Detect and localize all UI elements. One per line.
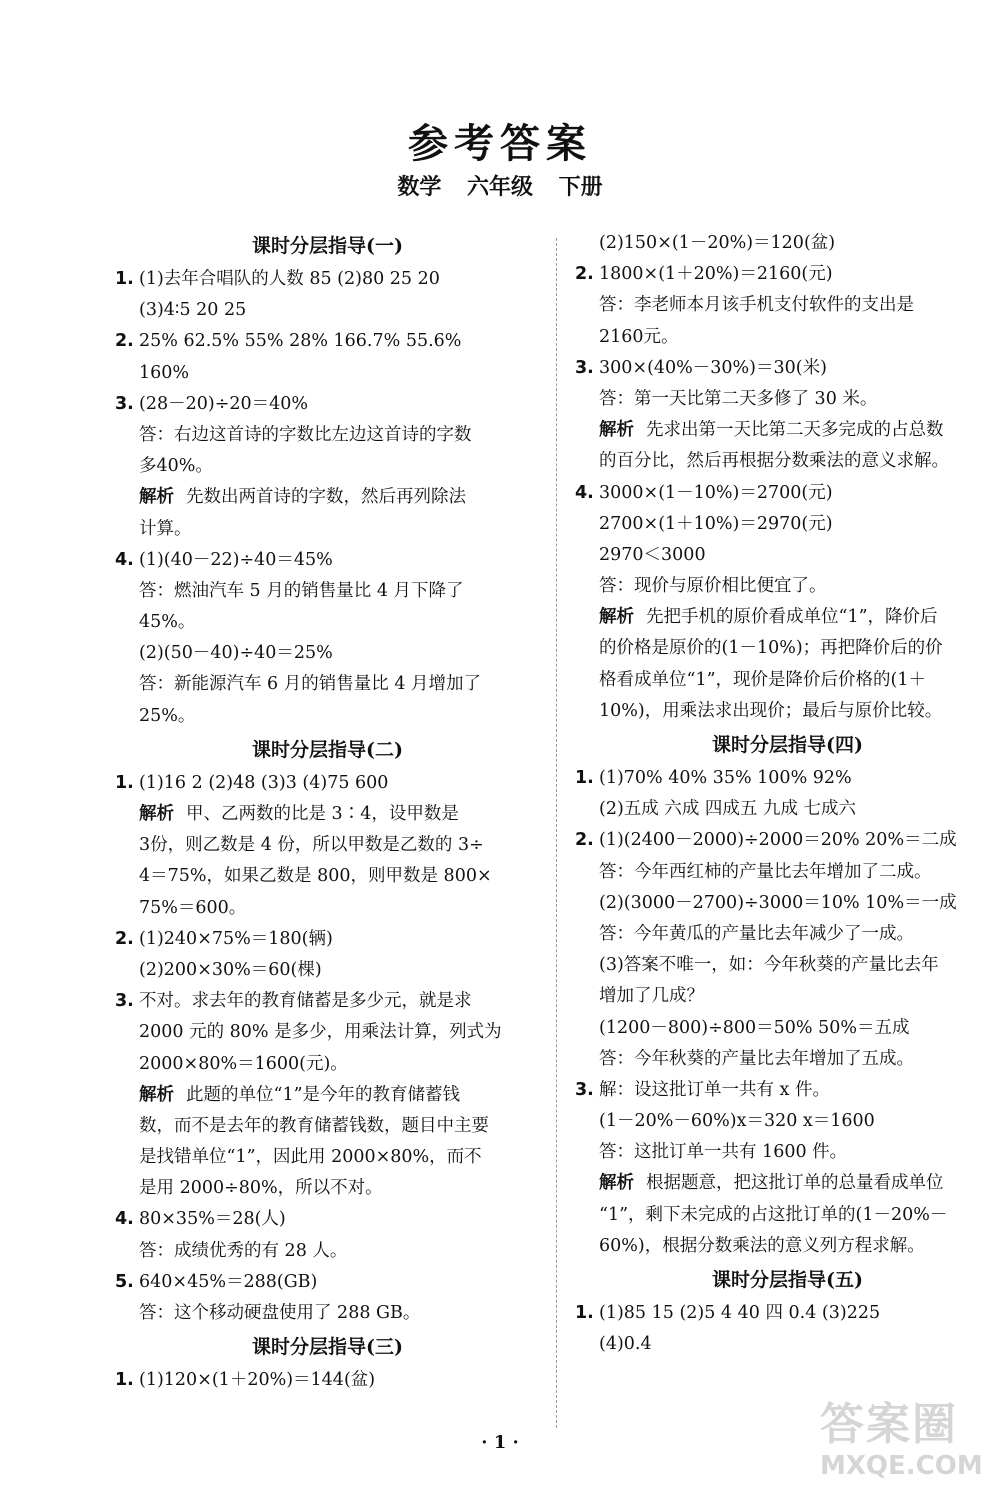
section-heading: 课时分层指导(一) xyxy=(252,235,403,257)
answer-line: 2700×(1＋10%)＝2970(元) xyxy=(599,513,833,534)
analysis-line xyxy=(115,799,540,830)
answer-line: 多40%。 xyxy=(139,456,213,477)
answer-line: 增加了几成？ xyxy=(599,986,704,1007)
analysis-text: 此题的单位“1”是今年的教育储蓄钱 xyxy=(186,1084,461,1105)
answer-line: 答：今年黄瓜的产量比去年减少了一成。 xyxy=(599,923,914,944)
analysis-text: 先求出第一天比第二天多完成的占总数 xyxy=(646,420,944,441)
answer-line: (3)4∶5 20 25 xyxy=(139,300,247,321)
answer-line: 计算。 xyxy=(139,518,192,539)
answer-line: 10%)，用乘法求出现价；最后与原价比较。 xyxy=(599,700,943,721)
answer-line: (1－20%－60%)x＝320 x＝1600 xyxy=(599,1111,875,1132)
answer-line: (2)五成 六成 四成五 九成 七成六 xyxy=(599,799,857,820)
item-text: (1)(2400－2000)÷2000＝20% 20%＝二成 xyxy=(599,830,957,851)
answer-line: 的价格是原价的(1－10%)；再把降价后的价 xyxy=(599,638,943,659)
answer-line: (2)(50－40)÷40＝25% xyxy=(139,643,333,664)
answer-line: 2160元。 xyxy=(599,326,679,347)
analysis-text: 先把手机的原价看成单位“1”，降价后 xyxy=(646,607,938,628)
answer-item xyxy=(575,353,1000,384)
answer-item xyxy=(115,545,540,576)
item-number: 4. xyxy=(115,1209,134,1230)
answer-line: 答：李老师本月该手机支付软件的支出是 xyxy=(599,295,914,316)
item-number: 3. xyxy=(575,357,594,378)
item-number: 1. xyxy=(575,1303,594,1323)
item-number: 1. xyxy=(575,768,594,788)
answer-line: 数，而不是去年的教育储蓄钱数，题目中主要 xyxy=(139,1115,489,1136)
answer-item xyxy=(575,1298,1000,1329)
watermark-text: 答案圈 xyxy=(820,1399,958,1450)
item-text: 3000×(1－10%)＝2700(元) xyxy=(599,482,833,503)
item-text: 300×(40%－30%)＝30(米) xyxy=(599,357,827,378)
item-text: (1)240×75%＝180(辆) xyxy=(139,928,333,949)
answer-line: 是用 2000÷80%，所以不对。 xyxy=(139,1178,383,1199)
item-number: 4. xyxy=(575,482,594,503)
analysis-line xyxy=(115,1080,540,1111)
item-text: (28－20)÷20＝40% xyxy=(139,393,309,414)
answer-line: 2000 元的 80% 是多少，用乘法计算，列式为 xyxy=(139,1022,502,1043)
analysis-label: 解析 xyxy=(139,1084,174,1105)
analysis-line xyxy=(575,602,1000,633)
answer-line: “1”，剩下未完成的占这批订单的(1－20%－ xyxy=(599,1204,948,1225)
answer-line: 75%＝600。 xyxy=(139,897,247,918)
answer-line: 答：新能源汽车 6 月的销售量比 4 月增加了 xyxy=(139,674,482,695)
item-number: 2. xyxy=(575,264,594,285)
item-text: (1)去年合唱队的人数 85 (2)80 25 20 xyxy=(139,269,440,289)
item-text: 解：设这批订单一共有 x 件。 xyxy=(599,1079,830,1100)
analysis-text: 根据题意，把这批订单的总量看成单位 xyxy=(646,1173,944,1194)
item-text: 不对。求去年的教育储蓄是多少元，就是求 xyxy=(139,991,472,1012)
answer-line: 格看成单位“1”，现价是降价后价格的(1＋ xyxy=(599,669,926,690)
item-number: 3. xyxy=(115,393,134,414)
answer-item xyxy=(115,986,540,1017)
item-text: 1800×(1＋20%)＝2160(元) xyxy=(599,264,833,285)
answer-line: 答：第一天比第二天多修了 30 米。 xyxy=(599,388,878,409)
column-divider xyxy=(556,238,557,1428)
item-text: 640×45%＝288(GB) xyxy=(139,1271,318,1292)
section-heading: 课时分层指导(三) xyxy=(252,1336,403,1359)
item-number: 4. xyxy=(115,549,134,570)
item-text: (1)16 2 (2)48 (3)3 (4)75 600 xyxy=(139,772,389,793)
answer-item xyxy=(115,1267,540,1298)
page-subtitle: 数学 六年级 下册 xyxy=(397,174,603,200)
answer-item xyxy=(575,763,1000,794)
item-number: 2. xyxy=(115,331,134,352)
answer-line: 答：这个移动硬盘使用了 288 GB。 xyxy=(139,1303,421,1323)
answer-line: 答：今年秋葵的产量比去年增加了五成。 xyxy=(599,1048,914,1069)
answer-item xyxy=(115,264,540,295)
item-number: 1. xyxy=(115,1370,134,1391)
right-column xyxy=(575,228,1000,1360)
page-number: · 1 · xyxy=(481,1432,519,1453)
answer-item xyxy=(115,389,540,420)
answer-line: 45%。 xyxy=(139,612,196,633)
item-number: 2. xyxy=(575,830,594,851)
page-title: 参考答案 xyxy=(408,120,592,167)
item-text: 80×35%＝28(人) xyxy=(139,1209,286,1230)
section-heading: 课时分层指导(五) xyxy=(712,1269,863,1291)
analysis-label: 解析 xyxy=(599,607,634,628)
answer-line: 答：右边这首诗的字数比左边这首诗的字数 xyxy=(139,424,472,445)
answer-line: 答：燃油汽车 5 月的销售量比 4 月下降了 xyxy=(139,580,464,601)
answer-item xyxy=(115,768,540,799)
answer-item xyxy=(575,259,1000,290)
answer-item xyxy=(115,924,540,955)
item-number: 1. xyxy=(115,772,134,793)
answer-line: 答：这批订单一共有 1600 件。 xyxy=(599,1142,848,1163)
answer-line: (2)150×(1－20%)＝120(盆) xyxy=(599,233,836,253)
item-number: 5. xyxy=(115,1271,134,1292)
answer-line: 是找错单位“1”，因此用 2000×80%，而不 xyxy=(139,1147,482,1168)
item-number: 3. xyxy=(575,1079,594,1100)
analysis-line xyxy=(575,1168,1000,1199)
answer-line: 2970＜3000 xyxy=(599,544,706,565)
answer-line: (3)答案不唯一，如：今年秋葵的产量比去年 xyxy=(599,955,939,976)
answer-line: (2)200×30%＝60(棵) xyxy=(139,959,322,980)
item-number: 3. xyxy=(115,991,134,1012)
left-column xyxy=(115,228,540,1396)
analysis-text: 甲、乙两数的比是 3∶4，设甲数是 xyxy=(186,804,459,824)
section-heading: 课时分层指导(二) xyxy=(252,738,403,761)
analysis-line xyxy=(115,482,540,513)
answer-line: 60%)，根据分数乘法的意义列方程求解。 xyxy=(599,1235,925,1256)
answer-line: 25%。 xyxy=(139,705,196,726)
answer-item xyxy=(575,1075,1000,1106)
answer-line: (1200－800)÷800＝50% 50%＝五成 xyxy=(599,1017,910,1038)
answer-line: (2)(3000－2700)÷3000＝10% 10%＝一成 xyxy=(599,892,957,913)
answer-line: 的百分比，然后再根据分数乘法的意义求解。 xyxy=(599,451,949,472)
section-heading: 课时分层指导(四) xyxy=(712,734,863,756)
watermark-logo xyxy=(820,1400,990,1492)
analysis-label: 解析 xyxy=(139,804,174,824)
answer-item xyxy=(575,825,1000,856)
item-text: 25% 62.5% 55% 28% 166.7% 55.6% xyxy=(139,331,462,352)
analysis-label: 解析 xyxy=(599,420,634,441)
watermark-url: MXQE.COM xyxy=(820,1451,983,1481)
analysis-label: 解析 xyxy=(599,1173,634,1194)
answer-line: 答：成绩优秀的有 28 人。 xyxy=(139,1240,348,1261)
answer-line: 160% xyxy=(139,362,190,383)
answer-line: 答：今年西红柿的产量比去年增加了二成。 xyxy=(599,861,932,882)
item-text: (1)120×(1＋20%)＝144(盆) xyxy=(139,1370,376,1391)
answer-line: 答：现价与原价相比便宜了。 xyxy=(599,576,827,597)
answer-line: 4＝75%，如果乙数是 800，则甲数是 800× xyxy=(139,866,492,887)
item-text: (1)70% 40% 35% 100% 92% xyxy=(599,768,852,788)
answer-line: 3份，则乙数是 4 份，所以甲数是乙数的 3÷ xyxy=(139,835,484,856)
analysis-text: 先数出两首诗的字数，然后再列除法 xyxy=(186,487,466,508)
analysis-label: 解析 xyxy=(139,487,174,508)
item-text: (1)85 15 (2)5 4 40 四 0.4 (3)225 xyxy=(599,1303,881,1323)
answer-line: (4)0.4 xyxy=(599,1334,652,1355)
answer-item xyxy=(115,1365,540,1396)
item-number: 2. xyxy=(115,928,134,949)
answer-item xyxy=(115,326,540,357)
answer-item xyxy=(115,1204,540,1235)
answer-line: 2000×80%＝1600(元)。 xyxy=(139,1053,348,1074)
item-text: (1)(40－22)÷40＝45% xyxy=(139,549,333,570)
item-number: 1. xyxy=(115,269,134,289)
answer-item xyxy=(575,478,1000,509)
analysis-line xyxy=(575,415,1000,446)
